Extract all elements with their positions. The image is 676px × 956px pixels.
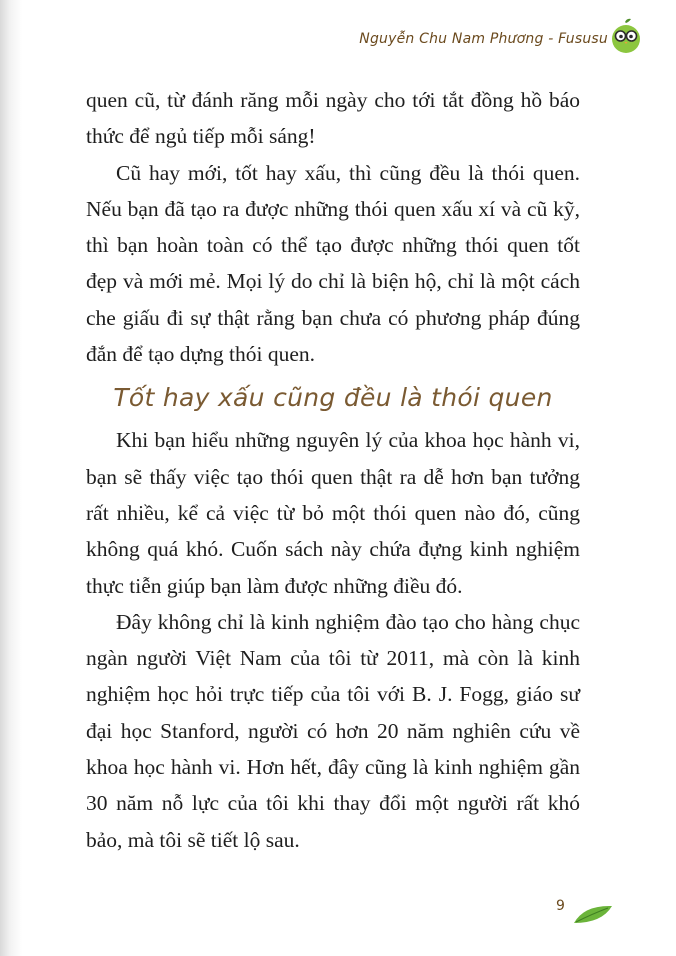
paragraph-experience: Đây không chỉ là kinh nghiệm đào tạo cho hàng chục ngàn người Việt Nam của tôi từ 2011, mà còn là kinh nghiệm học hỏi trực tiếp của tôi với B. J. Fogg, giáo sư đại học Stanford, người có hơn 20 năm nghiên cứu về khoa học hành vi. Hơn hết, đây cũng là kinh nghiệm gần 30 năm nỗ lực của tôi khi thay đổi một người rất khó bảo, mà tôi sẽ tiết lộ sau. (86, 609, 580, 852)
section-heading: Tốt hay xấu cũng đều là thói quen (113, 383, 553, 413)
page-number: 9 (556, 898, 565, 914)
paragraph-continued: quen cũ, từ đánh răng mỗi ngày cho tới tắt đồng hồ báo thức để ngủ tiếp mỗi sáng! (86, 88, 580, 149)
owl-fruit-logo-icon (610, 18, 642, 54)
running-header: Nguyễn Chu Nam Phương - Fususu (359, 31, 608, 47)
green-leaf-icon (572, 903, 614, 925)
main-text (86, 82, 580, 858)
paragraph-old-new-habits: Cũ hay mới, tốt hay xấu, thì cũng đều là thói quen. Nếu bạn đã tạo ra được những thói quen xấu xí và cũ kỹ, thì bạn hoàn toàn có thể tạo được những thói quen tốt đẹp và mới mẻ. Mọi lý do chỉ là biện hộ, chỉ là một cách che giấu đi sự thật rằng bạn chưa có phương pháp đúng đắn để tạo dựng thói quen. (86, 160, 580, 367)
paragraph-behavior-science: Khi bạn hiểu những nguyên lý của khoa học hành vi, bạn sẽ thấy việc tạo thói quen thật ra dễ hơn bạn tưởng rất nhiều, kể cả việc từ bỏ một thói quen nào đó, cũng không quá khó. Cuốn sách này chứa đựng kinh nghiệm thực tiễn giúp bạn làm được những điều đó. (86, 428, 580, 598)
